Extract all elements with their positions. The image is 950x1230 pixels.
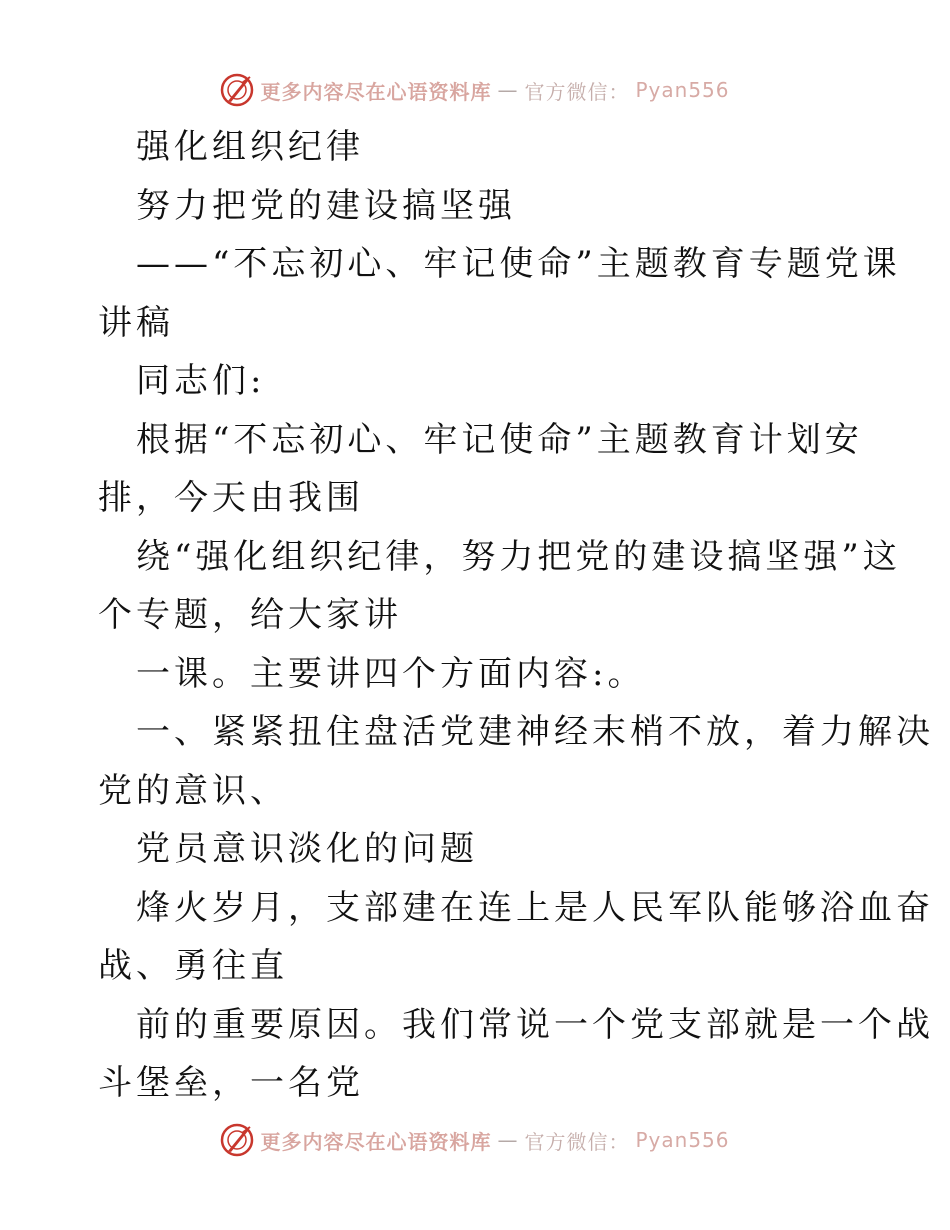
doc-title-line-2: 努力把党的建设搞坚强: [136, 185, 516, 226]
doc-paragraph-line: 一课。主要讲四个方面内容:。: [136, 653, 646, 694]
document-body: [98, 118, 934, 1113]
footer-banner: [0, 1120, 950, 1160]
banner-contact-label: 官方微信：: [524, 79, 630, 104]
doc-paragraph-line: 绕“强化组织纪律，努力把党的建设搞坚强”这: [136, 536, 901, 577]
quill-logo-icon: [220, 73, 254, 107]
doc-salutation: 同志们:: [136, 361, 266, 401]
banner-title: 更多内容尽在心语资料库: [260, 1129, 492, 1154]
doc-section-heading-continuation: 党的意识、: [98, 770, 288, 811]
banner-dash: —: [497, 78, 519, 102]
doc-paragraph-line: 根据“不忘初心、牢记使命”主题教育计划安: [136, 419, 863, 460]
doc-subtitle-continuation: 讲稿: [98, 302, 174, 343]
doc-section-heading: 一、紧紧扭住盘活党建神经末梢不放，着力解决: [136, 712, 934, 752]
doc-paragraph-line: 个专题，给大家讲: [98, 595, 402, 635]
doc-subtitle-line: ——“不忘初心、牢记使命”主题教育专题党课: [136, 244, 901, 284]
banner-wechat-id: Pyan556: [635, 1128, 730, 1152]
doc-paragraph-line: 战、勇往直: [98, 946, 288, 986]
banner-title: 更多内容尽在心语资料库: [260, 79, 492, 104]
doc-title-line-1: 强化组织纪律: [136, 127, 364, 167]
banner-contact-label: 官方微信：: [524, 1129, 630, 1154]
banner-dash: —: [497, 1128, 519, 1152]
doc-paragraph-line: 斗堡垒，一名党: [98, 1063, 364, 1103]
header-banner: [0, 70, 950, 110]
banner-wechat-id: Pyan556: [635, 78, 730, 102]
doc-paragraph-line: 排，今天由我围: [98, 478, 364, 518]
doc-section-heading-continuation: 党员意识淡化的问题: [136, 829, 478, 869]
doc-paragraph-line: 烽火岁月，支部建在连上是人民军队能够浴血奋: [136, 887, 934, 928]
quill-logo-icon: [220, 1123, 254, 1157]
doc-paragraph-line: 前的重要原因。我们常说一个党支部就是一个战: [136, 1004, 934, 1045]
